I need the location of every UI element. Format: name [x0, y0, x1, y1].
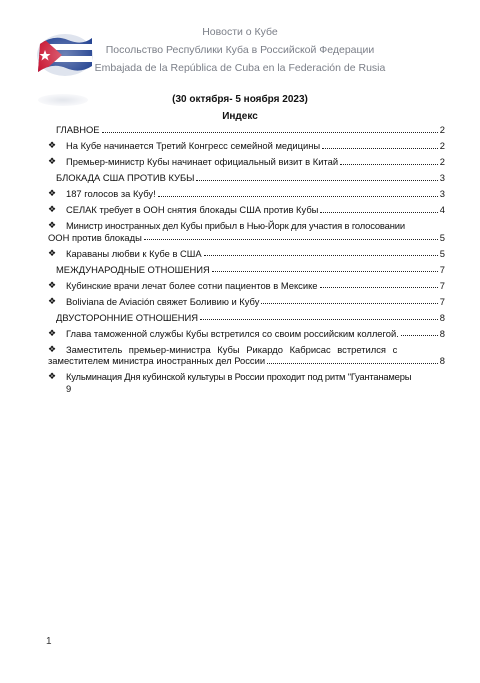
toc-entry-text-cont: ООН против блокады: [48, 231, 142, 243]
toc-section-blockade[interactable]: [48, 172, 445, 184]
toc-entry-text: Министр иностранных дел Кубы прибыл в Нью-Йорк для участия в голосовании: [66, 220, 405, 231]
toc-leader: [320, 212, 437, 213]
toc-item[interactable]: [48, 328, 445, 340]
toc-page: 2: [439, 140, 445, 151]
toc-entry-text: Премьер-министр Кубы начинает официальный визит в Китай: [66, 156, 339, 167]
toc-item[interactable]: [48, 140, 445, 152]
toc-entry-text: БЛОКАДА США ПРОТИВ КУБЫ: [56, 172, 195, 183]
toc-leader: [200, 319, 438, 320]
toc-leader: [401, 335, 438, 336]
toc-page: 7: [439, 295, 445, 307]
toc-page: 3: [439, 188, 445, 199]
toc-leader: [102, 132, 438, 133]
toc-item[interactable]: [48, 296, 445, 308]
toc-leader: [144, 239, 438, 240]
toc-item[interactable]: [48, 371, 445, 394]
toc-leader: [261, 303, 437, 304]
toc-page: 8: [439, 327, 445, 339]
date-range: (30 октября- 5 ноября 2023): [172, 94, 308, 105]
toc-item[interactable]: [48, 156, 445, 168]
diamond-bullet-icon: ❖: [48, 247, 57, 258]
diamond-bullet-icon: ❖: [48, 188, 57, 198]
toc-entry-text: Boliviana de Aviación свяжет Боливию и Кубу: [66, 295, 260, 307]
toc-leader: [212, 271, 438, 272]
toc-section-bilateral[interactable]: [48, 312, 445, 324]
toc-page: 5: [439, 247, 445, 259]
diamond-bullet-icon: ❖: [48, 371, 57, 381]
toc-entry-text: Кульминация Дня кубинской культуры в России проходит под ритм "Гуантанамеры: [66, 371, 412, 382]
toc-leader: [267, 363, 438, 364]
toc-leader: [196, 180, 437, 181]
toc-entry-text: ДВУСТОРОННИЕ ОТНОШЕНИЯ: [56, 311, 198, 323]
toc-page: 8: [439, 311, 445, 323]
toc-entry-text: ГЛАВНОЕ: [56, 124, 100, 135]
toc-entry-text: На Кубе начинается Третий Конгресс семейной медицины: [66, 140, 321, 151]
page-number: 1: [46, 636, 52, 647]
diamond-bullet-icon: ❖: [48, 204, 57, 214]
toc-item[interactable]: [48, 220, 445, 243]
document-header: [0, 0, 480, 90]
toc-leader: [204, 255, 438, 256]
toc-page: 8: [439, 355, 445, 366]
toc-page: 7: [439, 263, 445, 275]
toc-section-main[interactable]: [48, 124, 445, 136]
toc-entry-text: Заместитель премьер-министра Кубы Рикардо Кабрисас встретился с: [66, 343, 398, 355]
toc-item[interactable]: [48, 188, 445, 200]
toc-page: 2: [439, 124, 445, 135]
toc-item[interactable]: [48, 280, 445, 292]
toc-entry-text-cont: 9: [66, 382, 72, 394]
header-embassy-es: Embajada de la República de Cuba en la Federación de Rusia: [94, 62, 386, 74]
diamond-bullet-icon: ❖: [48, 343, 57, 354]
toc-entry-text: Кубинские врачи лечат более сотни пациентов в Мексике: [66, 279, 318, 291]
toc-entry-text: Глава таможенной службы Кубы встретился со своим российским коллегой.: [66, 327, 399, 339]
diamond-bullet-icon: ❖: [48, 220, 57, 230]
header-news-title: Новости о Кубе: [202, 26, 278, 38]
toc-entry-text-cont: заместителем министра иностранных дел России: [48, 355, 266, 366]
toc-page: 3: [439, 172, 445, 183]
toc-item[interactable]: [48, 204, 445, 216]
toc-section-international[interactable]: [48, 264, 445, 276]
toc-item[interactable]: [48, 344, 445, 367]
toc-page: 5: [439, 231, 445, 243]
toc-entry-text: СЕЛАК требует в ООН снятия блокады США против Кубы: [66, 204, 319, 215]
toc-page: 7: [439, 279, 445, 291]
index-title: Индекс: [222, 111, 258, 122]
diamond-bullet-icon: ❖: [48, 156, 57, 166]
toc-entry-text: 187 голосов за Кубу!: [66, 188, 156, 199]
toc-leader: [158, 196, 438, 197]
toc-leader: [340, 164, 438, 165]
toc-entry-text: МЕЖДУНАРОДНЫЕ ОТНОШЕНИЯ: [56, 263, 210, 275]
toc-leader: [320, 287, 438, 288]
diamond-bullet-icon: ❖: [48, 140, 57, 150]
header-embassy-ru: Посольство Республики Куба в Российской Федерации: [105, 44, 375, 56]
table-of-contents: [48, 124, 445, 399]
toc-page: 2: [439, 156, 445, 167]
toc-page: 4: [439, 204, 445, 215]
diamond-bullet-icon: ❖: [48, 279, 57, 290]
diamond-bullet-icon: ❖: [48, 327, 57, 338]
toc-entry-text: Караваны любви к Кубе в США: [66, 247, 202, 259]
toc-item[interactable]: [48, 248, 445, 260]
diamond-bullet-icon: ❖: [48, 295, 57, 306]
toc-leader: [322, 148, 438, 149]
